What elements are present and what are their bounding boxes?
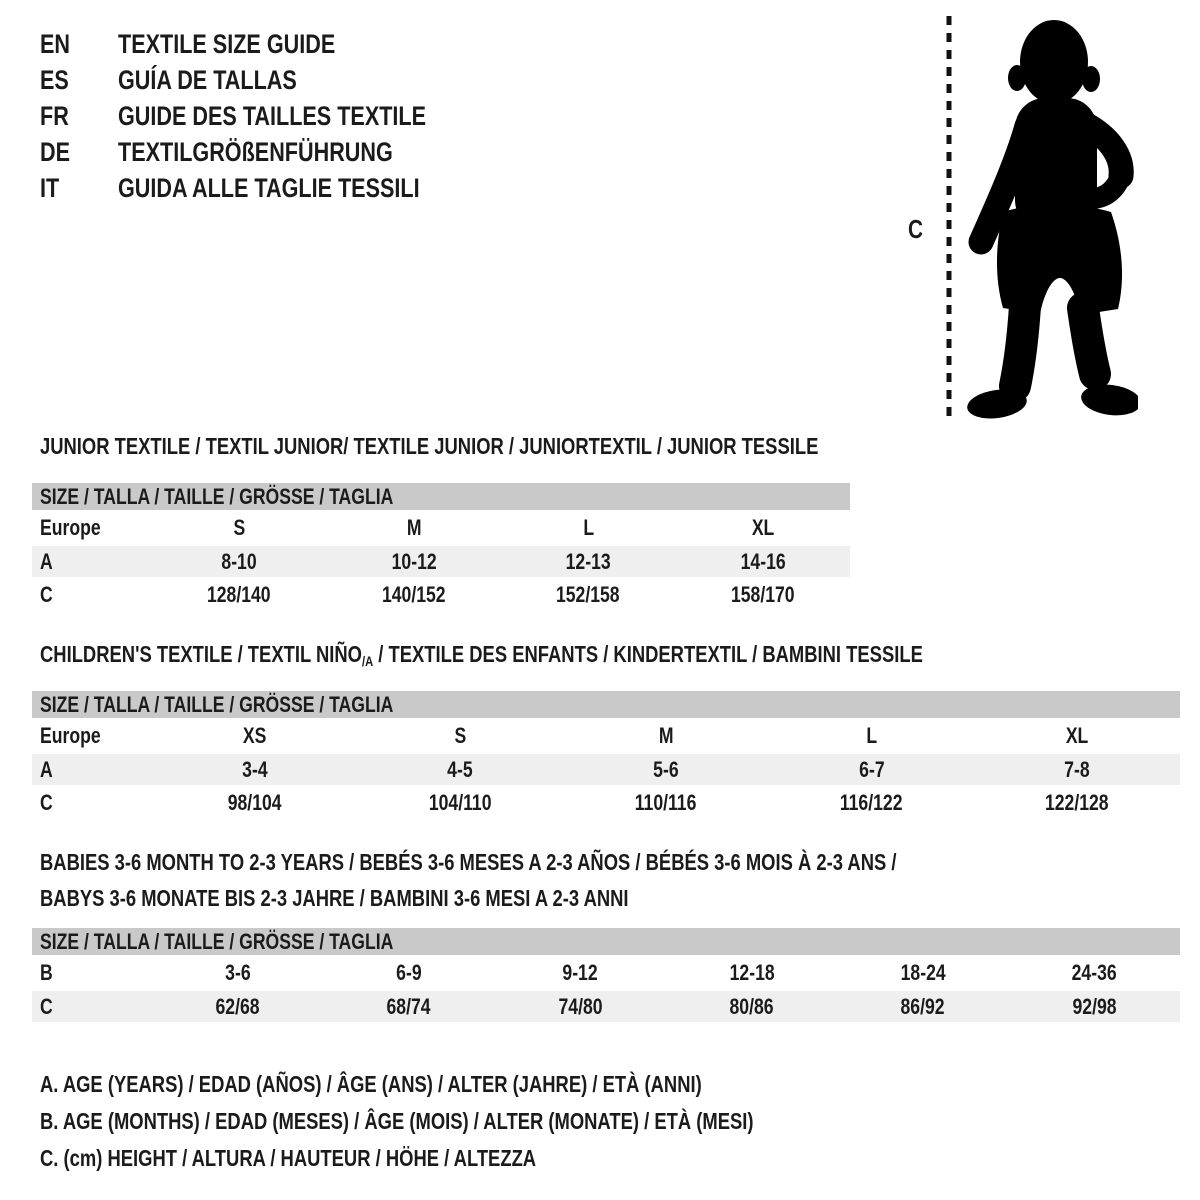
children-section-title: CHILDREN'S TEXTILE / TEXTIL NIÑO/A / TEXTILE DES ENFANTS / KINDERTEXTIL / BAMBINI TESSILE (40, 641, 923, 669)
language-row-en (40, 26, 503, 62)
size-value: M (658, 723, 674, 748)
height-value: 86/92 (900, 994, 945, 1019)
age-value: 10-12 (391, 549, 437, 574)
guide-title-es: GUÍA DE TALLAS (118, 65, 297, 95)
row-label: C (40, 582, 53, 607)
measure-legend (40, 1066, 932, 1177)
age-value: 12-13 (565, 549, 611, 574)
language-row-es (40, 62, 503, 98)
table-row-height (32, 991, 1180, 1022)
size-header-bar: SIZE / TALLA / TAILLE / GRÖSSE / TAGLIA (32, 483, 850, 510)
age-value: 3-4 (242, 757, 268, 782)
row-label: B (40, 960, 53, 985)
height-value: 62/68 (215, 994, 260, 1019)
nino-a-subscript: /A (361, 653, 374, 669)
language-row-fr (40, 98, 503, 134)
months-value: 12-18 (729, 960, 775, 985)
language-code: IT (40, 173, 60, 203)
height-value: 128/140 (207, 582, 272, 607)
row-label: Europe (40, 515, 101, 540)
age-value: 7-8 (1064, 757, 1090, 782)
row-label: Europe (40, 723, 101, 748)
height-dashed-line-icon (946, 16, 952, 418)
height-value: 110/116 (635, 790, 697, 815)
guide-title-fr: GUIDE DES TAILLES TEXTILE (118, 101, 427, 131)
size-value: L (866, 723, 877, 748)
guide-title-en: TEXTILE SIZE GUIDE (118, 29, 336, 59)
months-value: 18-24 (900, 960, 946, 985)
row-label: A (40, 549, 53, 574)
height-value: 68/74 (386, 994, 432, 1019)
row-label: A (40, 757, 53, 782)
height-value: 152/158 (556, 582, 621, 607)
language-code: FR (40, 101, 69, 131)
age-value: 14-16 (740, 549, 786, 574)
legend-height-cm: C. (cm) HEIGHT / ALTURA / HAUTEUR / HÖHE / ALTEZZA (40, 1145, 537, 1171)
table-row-europe (32, 718, 1180, 754)
guide-title-de: TEXTILGRÖßENFÜHRUNG (118, 137, 393, 167)
row-label: C (40, 790, 53, 815)
height-value: 80/86 (729, 994, 774, 1019)
legend-age-months: B. AGE (MONTHS) / EDAD (MESES) / ÂGE (MOIS) / ALTER (MONATE) / ETÀ (MESI) (40, 1108, 754, 1134)
age-value: 8-10 (221, 549, 257, 574)
height-measure-label: C (908, 214, 924, 244)
table-row-months (32, 955, 1180, 991)
language-row-de (40, 134, 503, 170)
height-value: 92/98 (1072, 994, 1117, 1019)
size-value: XL (751, 515, 774, 540)
age-value: 4-5 (447, 757, 474, 782)
table-row-height (32, 785, 1180, 821)
months-value: 3-6 (224, 960, 251, 985)
babies-section-title (40, 844, 1111, 916)
age-value: 6-7 (858, 757, 885, 782)
table-row-age (32, 754, 1180, 785)
toddler-silhouette-icon (963, 14, 1138, 419)
language-code: ES (40, 65, 69, 95)
size-value: XL (1065, 723, 1089, 748)
language-code: DE (40, 137, 71, 167)
age-value: 5-6 (653, 757, 679, 782)
table-row-height (32, 577, 850, 613)
guide-title-it: GUIDA ALLE TAGLIE TESSILI (118, 173, 420, 203)
language-row-it (40, 170, 503, 206)
junior-section-title: JUNIOR TEXTILE / TEXTIL JUNIOR/ TEXTILE JUNIOR / JUNIORTEXTIL / JUNIOR TESSILE (40, 433, 819, 459)
months-value: 9-12 (562, 960, 598, 985)
height-value: 122/128 (1045, 790, 1109, 815)
height-value: 104/110 (429, 790, 492, 815)
legend-age-years: A. AGE (YEARS) / EDAD (AÑOS) / ÂGE (ANS) / ALTER (JAHRE) / ETÀ (ANNI) (40, 1071, 702, 1097)
size-value: S (454, 723, 467, 748)
size-value: XS (243, 723, 267, 748)
height-value: 74/80 (558, 994, 603, 1019)
babies-title-line1: BABIES 3-6 MONTH TO 2-3 YEARS / BEBÉS 3-6 MESES A 2-3 AÑOS / BÉBÉS 3-6 MOIS À 2-3 ANS / (40, 849, 897, 875)
size-header-bar: SIZE / TALLA / TAILLE / GRÖSSE / TAGLIA (32, 928, 1180, 955)
months-value: 24-36 (1071, 960, 1117, 985)
language-title-list (40, 26, 503, 206)
height-value: 140/152 (381, 582, 446, 607)
height-value: 158/170 (730, 582, 795, 607)
months-value: 6-9 (396, 960, 422, 985)
row-label: C (40, 994, 53, 1019)
height-value: 116/122 (840, 790, 903, 815)
size-header-bar: SIZE / TALLA / TAILLE / GRÖSSE / TAGLIA (32, 691, 1180, 718)
table-row-europe (32, 510, 850, 546)
size-value: L (582, 515, 594, 540)
size-value: S (233, 515, 246, 540)
table-row-age (32, 546, 850, 577)
babies-title-line2: BABYS 3-6 MONATE BIS 2-3 JAHRE / BAMBINI 3-6 MESI A 2-3 ANNI (40, 885, 629, 911)
language-code: EN (40, 29, 71, 59)
junior-size-table (32, 483, 850, 613)
size-value: M (406, 515, 422, 540)
height-value: 98/104 (227, 790, 282, 815)
babies-size-table (32, 928, 1180, 1022)
children-size-table (32, 691, 1180, 821)
